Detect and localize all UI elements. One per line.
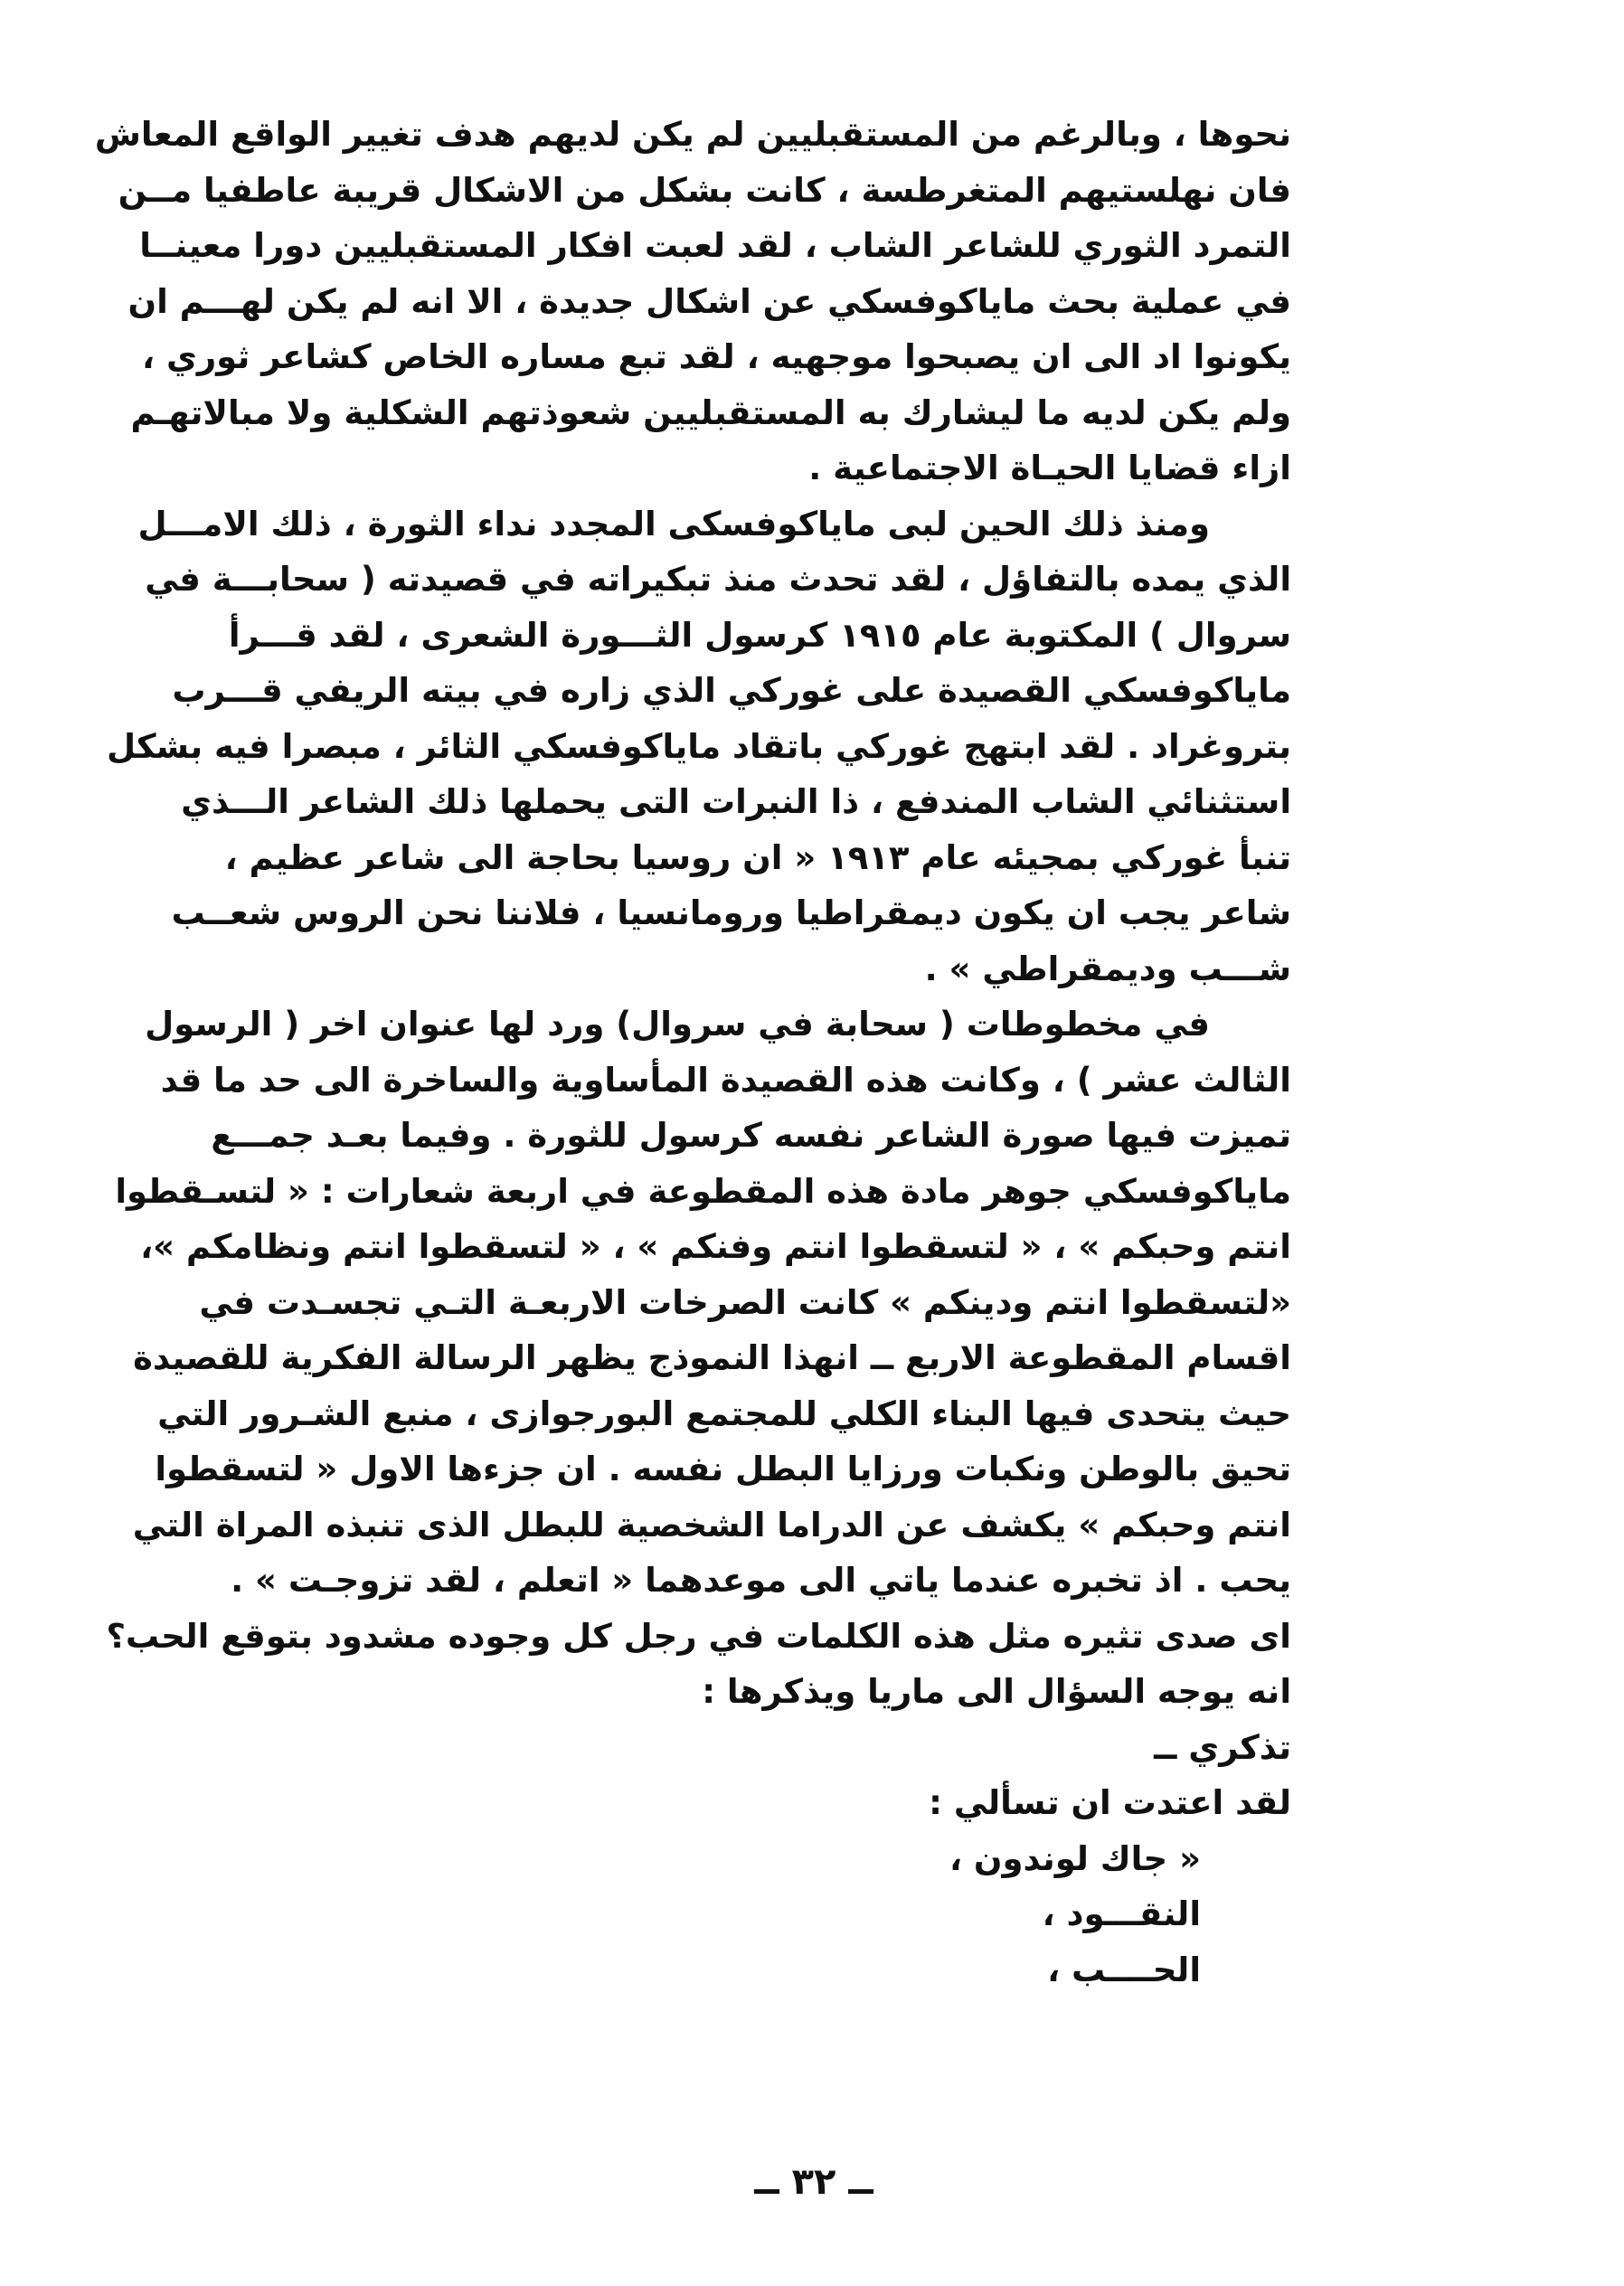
text-line: شاعر يجب ان يكون ديمقراطيا ورومانسيا ، فلاننا نحن الروس شعــب xyxy=(171,893,1291,932)
text-line: في مخطوطات ( سحابة في سروال) ورد لها عنوان اخر ( الرسول xyxy=(145,1005,1210,1044)
text-line: ازاء قضايا الحيـاة الاجتماعية . xyxy=(808,449,1291,487)
text-line: ومنذ ذلك الحين لبى ماياكوفسكى المجدد نداء الثورة ، ذلك الامـــل xyxy=(137,504,1210,543)
text-line: في عملية بحث ماياكوفسكي عن اشكال جديدة ، الا انه لم يكن لهـــم ان xyxy=(127,281,1291,321)
text-line: انه يوجه السؤال الى ماريا ويذكرها : xyxy=(702,1672,1291,1711)
text-line: فان نهلستيهم المتغرطسة ، كانت بشكل من الاشكال قريبة عاطفيا مــن xyxy=(118,170,1291,210)
verse-line: النقـــود ، xyxy=(1042,1894,1201,1933)
verse-line: الحــــب ، xyxy=(1047,1950,1201,1989)
text-line: الذي يمده بالتفاؤل ، لقد تحدث منذ تبكيراته في قصيدته ( سحابـــة في xyxy=(145,560,1291,599)
text-line: يكونوا اد الى ان يصبحوا موجهيه ، لقد تبع مساره الخاص كشاعر ثوري ، xyxy=(142,337,1291,376)
text-line: ماياكوفسكي القصيدة على غوركي الذي زاره في بيته الريفي قـــرب xyxy=(172,671,1291,710)
text-line: التمرد الثوري للشاعر الشاب ، لقد لعبت افكار المستقبليين دورا معينــا xyxy=(139,226,1291,265)
text-line: يحب . اذ تخبره عندما ياتي الى موعدهما « اتعلم ، لقد تزوجـت » . xyxy=(231,1561,1291,1600)
verse-line: « جاك لوندون ، xyxy=(949,1838,1201,1878)
text-line: تنبأ غوركي بمجيئه عام ١٩١٣ « ان روسيا بحاجة الى شاعر عظيم ، xyxy=(224,837,1291,877)
text-line: شـــب وديمقراطي » . xyxy=(924,949,1291,988)
text-line: تحيق بالوطن ونكبات ورزايا البطل نفسه . ان جزءها الاول « لتسقطوا xyxy=(155,1450,1291,1488)
text-line: اى صدى تثيره مثل هذه الكلمات في رجل كل وجوده مشدود بتوقع الحب؟ xyxy=(106,1616,1291,1656)
text-line: بتروغراد . لقد ابتهج غوركي باتقاد ماياكوفسكي الثائر ، مبصرا فيه بشكل xyxy=(107,726,1291,766)
text-line: انتم وحبكم » يكشف عن الدراما الشخصية للبطل الذى تنبذه المراة التي xyxy=(132,1505,1291,1544)
page-number: ــ ٣٢ ــ xyxy=(754,2161,873,2203)
text-line: اقسام المقطوعة الاربع ــ انهذا النموذج يظهر الرسالة الفكرية للقصيدة xyxy=(133,1338,1291,1377)
text-line: تميزت فيها صورة الشاعر نفسه كرسول للثورة . وفيما بعـد جمـــع xyxy=(211,1116,1291,1155)
text-line: ماياكوفسكي جوهر مادة هذه المقطوعة في اربعة شعارات : « لتسـقطوا xyxy=(115,1171,1291,1211)
text-line: «لتسقطوا انتم ودينكم » كانت الصرخات الاربعـة التـي تجسـدت في xyxy=(199,1282,1291,1322)
text-line: نحوها ، وبالرغم من المستقبليين لم يكن لديهم هدف تغيير الواقع المعاش xyxy=(94,115,1291,154)
text-line: الثالث عشر ) ، وكانت هذه القصيدة المأساوية والساخرة الى حد ما قد xyxy=(160,1060,1291,1100)
verse-line: لقد اعتدت ان تسألي : xyxy=(929,1783,1291,1822)
text-line: سروال ) المكتوبة عام ١٩١٥ كرسول الثـــورة الشعرى ، لقد قـــرأ xyxy=(228,615,1291,655)
text-line: انتم وحبكم » ، « لتسقطوا انتم وفنكم » ، « لتسقطوا انتم ونظامكم »، xyxy=(140,1227,1291,1266)
text-line: استثنائي الشاب المندفع ، ذا النبرات التى يحملها ذلك الشاعر الـــذي xyxy=(181,782,1291,821)
body-text xyxy=(94,107,1291,1998)
verse-line: تذكري ــ xyxy=(1154,1727,1291,1767)
text-line: ولم يكن لديه ما ليشارك به المستقبليين شعوذتهم الشكلية ولا مبالاتهـم xyxy=(130,392,1291,432)
text-line: حيث يتحدى فيها البناء الكلي للمجتمع البورجوازى ، منبع الشـرور التي xyxy=(157,1393,1291,1433)
